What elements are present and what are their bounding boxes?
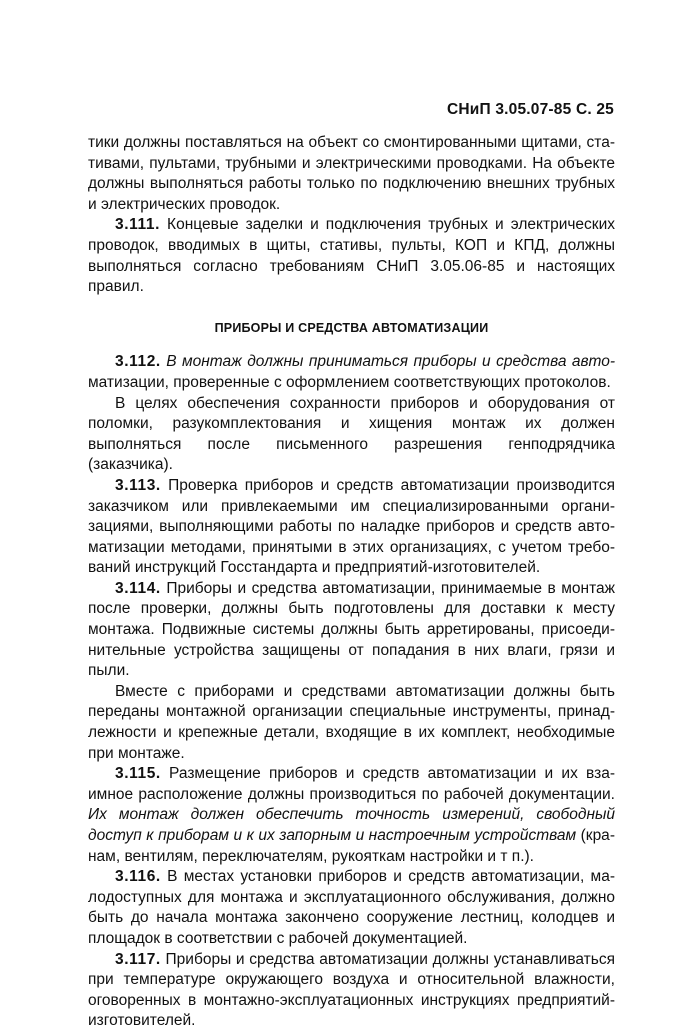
clause-3-112 <box>88 352 615 393</box>
safety-paragraph: В целях обеспечения сохранности приборов и оборудования от поломки, разукомплектования и хищения монтаж их должен выполняться после письменного разрешения генподрядчика (заказчика). <box>88 394 615 474</box>
clause-3-111 <box>88 215 615 297</box>
clause-text: Проверка приборов и средств автоматизации производится заказчиком или привлекаемыми им специализированными организациями, выполняющими работы по наладке приборов и средств автоматизации методами, принятыми в этих организациях, с учетом требований инструкций Госстандарта и предприятий-изготовителей. <box>88 476 615 577</box>
clause-italic-text: Их монтаж должен обеспечить точность измерений, свободный доступ к приборам и к их запорным и настроечным устройствам <box>88 806 615 844</box>
clause-3-113 <box>88 476 615 579</box>
clause-tail-text: (кранам, вентилям, переключателям, рукояткам настройки и т п.). <box>88 827 615 865</box>
section-heading: ПРИБОРЫ И СРЕДСТВА АВТОМАТИЗАЦИИ <box>214 320 489 335</box>
clause-number: 3.113. <box>115 476 161 494</box>
clause-number: 3.116. <box>115 868 161 886</box>
clause-3-117 <box>88 950 615 1032</box>
clause-number: 3.114. <box>115 579 161 597</box>
running-header: СНиП 3.05.07-85 С. 25 <box>446 101 614 118</box>
clause-number: 3.112. <box>115 353 161 371</box>
clause-3-115 <box>88 764 615 867</box>
clause-text: Приборы и средства автоматизации должны устанавливаться при температуре окружающего воздуха и относительной влажности, оговоренных в монтажно-эксплуатационных инструкциях предприятий-изготовителей. <box>88 950 615 1030</box>
clause-3-114 <box>88 579 615 682</box>
tools-paragraph: Вместе с приборами и средствами автоматизации должны быть переданы монтажной организации специальные инструменты, принадлежности и крепежные детали, входящие в их комплект, необходимые при монтаже. <box>88 682 615 762</box>
continued-paragraph: тики должны поставляться на объект со смонтированными щитами, стативами, пультами, трубными и электрическими проводками. На объекте должны выполняться работы только по подключению внешних трубных и электрических проводок. <box>88 134 615 213</box>
clause-text: В местах установки приборов и средств автоматизации, малодоступных для монтажа и эксплуатационного обслуживания, должно быть до начала монтажа закончено сооружение лестниц, колодцев и площадок в соответствии с рабочей документацией. <box>88 868 615 947</box>
clause-3-116 <box>88 867 615 949</box>
clause-italic-text: В монтаж должны приниматься приборы и средства авто <box>160 353 615 371</box>
clause-number: 3.111. <box>115 216 160 234</box>
clause-text: матизации, проверенные с оформлением соответствующих протоколов. <box>88 373 611 391</box>
body-text <box>88 133 615 1032</box>
clause-text: Размещение приборов и средств автоматизации и их взаимное расположение должны производиться по рабочей документации. <box>88 765 615 803</box>
clause-text: Концевые заделки и подключения трубных и электрических проводок, вводимых в щиты, стативы, пульты, КОП и КПД, должны выполняться согласно требованиям СНиП 3.05.06-85 и настоящих правил. <box>88 216 615 296</box>
clause-text: Приборы и средства автоматизации, принимаемые в монтаж после проверки, должны быть подготовлены для доставки к месту монтажа. Подвижные системы должны быть арретированы, присоединительные устройства защищены от попадания в них влаги, грязи и пыли. <box>88 579 615 680</box>
clause-number: 3.115. <box>115 765 161 783</box>
clause-number: 3.117. <box>115 950 161 968</box>
